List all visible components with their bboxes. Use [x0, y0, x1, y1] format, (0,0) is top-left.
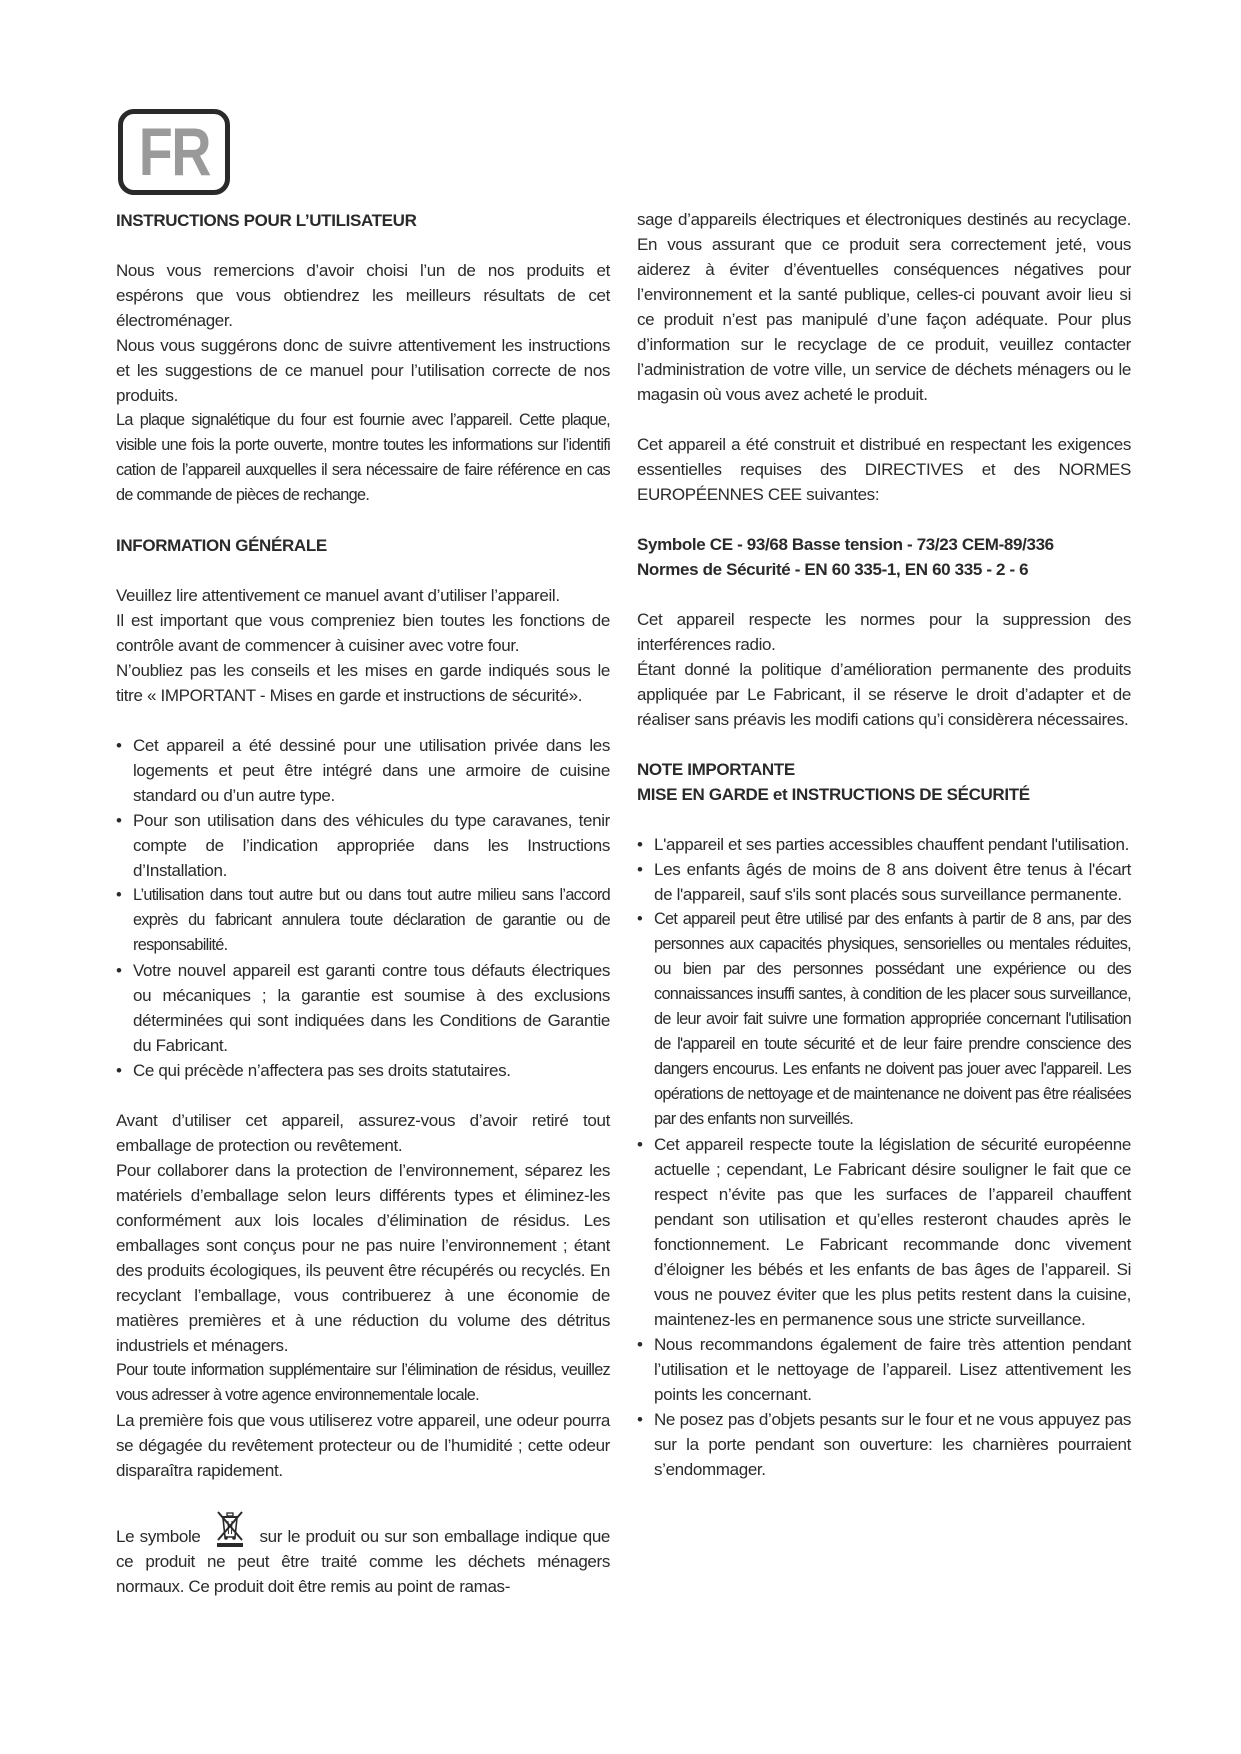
left-column	[116, 208, 610, 1599]
directives-paragraph: Cet appareil a été construit et distribué en respectant les exigences essentielles requises des DIRECTIVES et des NORMES EUROPÉENNES CEE suivantes:	[637, 435, 1131, 504]
list-item: • Ne posez pas d’objets pesants sur le four et ne vous appuyez pas sur la porte pendant son ouverture: les charnières pourraient s’endommager.	[637, 1407, 1131, 1482]
heading-important-note: NOTE IMPORTANTE	[637, 760, 795, 779]
policy-paragraph: Étant donné la politique d’amélioration permanente des produits appliquée par Le Fabricant, il se réserve le droit d’adapter et de réaliser sans préavis les modifi cations qu’i considèrera nécessaires.	[637, 660, 1131, 729]
heading-general-information: INFORMATION GÉNÉRALE	[116, 536, 327, 555]
odor-paragraph: La première fois que vous utiliserez votre appareil, une odeur pourra se dégagée du revêtement protecteur ou de l’humidité ; cette odeur disparaîtra rapidement.	[116, 1411, 610, 1480]
intro-paragraph: Nous vous remercions d’avoir choisi l’un de nos produits et espérons que vous obtiendrez les meilleurs résultats de cet électroménager.	[116, 261, 610, 330]
general-paragraph: Il est important que vous compreniez bien toutes les fonctions de contrôle avant de commencer à cuisiner avec votre four.	[116, 611, 610, 655]
list-item: • Votre nouvel appareil est garanti contre tous défauts électriques ou mécaniques ; la garantie est soumise à des exclusions déterminées qui sont indiquées dans les Conditions de Garantie du Fabricant.	[116, 958, 610, 1058]
packaging-paragraph: Avant d’utiliser cet appareil, assurez-vous d’avoir retiré tout emballage de protection ou revêtement.	[116, 1111, 610, 1155]
environment-info-paragraph: Pour toute information supplémentaire sur l’élimination de résidus, veuillez vous adresser à votre agence environnementale locale.	[116, 1361, 610, 1404]
general-paragraph: N’oubliez pas les conseils et les mises en garde indiqués sous le titre « IMPORTANT - Mises en garde et instructions de sécurité».	[116, 661, 610, 705]
list-item: • Ce qui précède n’affectera pas ses droits statutaires.	[116, 1058, 610, 1083]
weee-text-after: sur le produit ou sur son emballage indique que ce produit ne peut être traité comme les déchets ménagers normaux. Ce produit doit être remis au point de ramas-	[116, 1527, 611, 1596]
intro-paragraph: La plaque signalétique du four est fournie avec l’appareil. Cette plaque, visible une fois la porte ouverte, montre toutes les informations sur l’identifi cation de l’appareil auxquelles il sera nécessaire de faire référence en cas de commande de pièces de rechange.	[116, 411, 610, 504]
weee-text-before: Le symbole	[116, 1527, 201, 1546]
radio-paragraph: Cet appareil respecte les normes pour la suppression des interférences radio.	[637, 610, 1131, 654]
list-item: • Cet appareil a été dessiné pour une utilisation privée dans les logements et peut être intégré dans une armoire de cuisine standard ou d’un autre type.	[116, 733, 610, 808]
list-item: • Nous recommandons également de faire très attention pendant l’utilisation et le nettoyage de l’appareil. Lisez attentivement les points les concernant.	[637, 1332, 1131, 1407]
intro-paragraph: Nous vous suggérons donc de suivre attentivement les instructions et les suggestions de ce manuel pour l’utilisation correcte de nos produits.	[116, 336, 610, 405]
list-item: • Les enfants âgés de moins de 8 ans doivent être tenus à l'écart de l'appareil, sauf s'ils sont placés sous surveillance permanente.	[637, 857, 1131, 907]
language-code: FR	[138, 114, 210, 190]
crossed-bin-icon	[212, 1508, 248, 1548]
list-item: • L'appareil et ses parties accessibles chauffent pendant l'utilisation.	[637, 832, 1131, 857]
list-item: • Cet appareil respecte toute la législation de sécurité européenne actuelle ; cependant, Le Fabricant désire souligner le fait que ce respect n’évite pas que les surfaces de l’appareil chauffent pendant son utilisation et qu’elles resteront chaudes après le fonctionnement. Le Fabricant recommande donc vivement d’éloigner les bébés et les enfants de bas âges de l’appareil. Si vous ne pouvez éviter que les plus petits restent dans la cuisine, maintenez-les en permanence sous une stricte surveillance.	[637, 1132, 1131, 1332]
heading-user-instructions: INSTRUCTIONS POUR L’UTILISATEUR	[116, 211, 417, 230]
right-column	[637, 207, 1131, 1482]
recycling-paragraph: sage d’appareils électriques et électroniques destinés au recyclage. En vous assurant que ce produit sera correctement jeté, vous aiderez à éviter d’éventuelles conséquences négatives pour l’environnement et la santé publique, celles-ci pouvant avoir lieu si ce produit n’est pas manipulé d’une façon adéquate. Pour plus d’information sur le recyclage de ce produit, veuillez contacter l’administration de votre ville, un service de déchets ménagers ou le magasin où vous avez acheté le produit.	[637, 210, 1131, 404]
weee-paragraph	[116, 1508, 610, 1599]
list-item: • Cet appareil peut être utilisé par des enfants à partir de 8 ans, par des personnes aux capacités physiques, sensorielles ou mentales réduites, ou bien par des personnes possédant une expérience ou des connaissances insuffi santes, à condition de les placer sous surveillance, de leur avoir fait suivre une formation appropriée concernant l'utilisation de l'appareil en toute sécurité et de leur faire prendre conscience des dangers encourus. Les enfants ne doivent pas jouer avec l'appareil. Les opérations de nettoyage et de maintenance ne doivent pas être réalisées par des enfants non surveillés.	[637, 907, 1131, 1132]
usage-bullet-list	[116, 733, 610, 1083]
list-item: • Pour son utilisation dans des véhicules du type caravanes, tenir compte de l’indication appropriée dans les Instructions d’Installation.	[116, 808, 610, 883]
ce-norm-line: Symbole CE - 93/68 Basse tension - 73/23 CEM-89/336	[637, 535, 1054, 554]
general-paragraph: Veuillez lire attentivement ce manuel avant d’utiliser l’appareil.	[116, 586, 560, 605]
list-item: • L’utilisation dans tout autre but ou dans tout autre milieu sans l’accord exprès du fabricant annulera toute déclaration de garantie ou de responsabilité.	[116, 883, 610, 958]
environment-paragraph: Pour collaborer dans la protection de l’environnement, séparez les matériels d’emballage selon leurs différents types et éliminez-les conformément aux lois locales d’élimination de résidus. Les emballages sont conçus pour ne pas nuire l’environnement ; étant des produits écologiques, ils peuvent être récupérés ou recyclés. En recyclant l’emballage, vous contribuerez à une économie de matières premières et à une réduction du volume des détritus industriels et ménagers.	[116, 1161, 610, 1355]
heading-safety-instructions: MISE EN GARDE et INSTRUCTIONS DE SÉCURITÉ	[637, 785, 1030, 804]
safety-norm-line: Normes de Sécurité - EN 60 335-1, EN 60 335 - 2 - 6	[637, 560, 1029, 579]
language-badge	[118, 109, 230, 195]
safety-bullet-list	[637, 832, 1131, 1482]
